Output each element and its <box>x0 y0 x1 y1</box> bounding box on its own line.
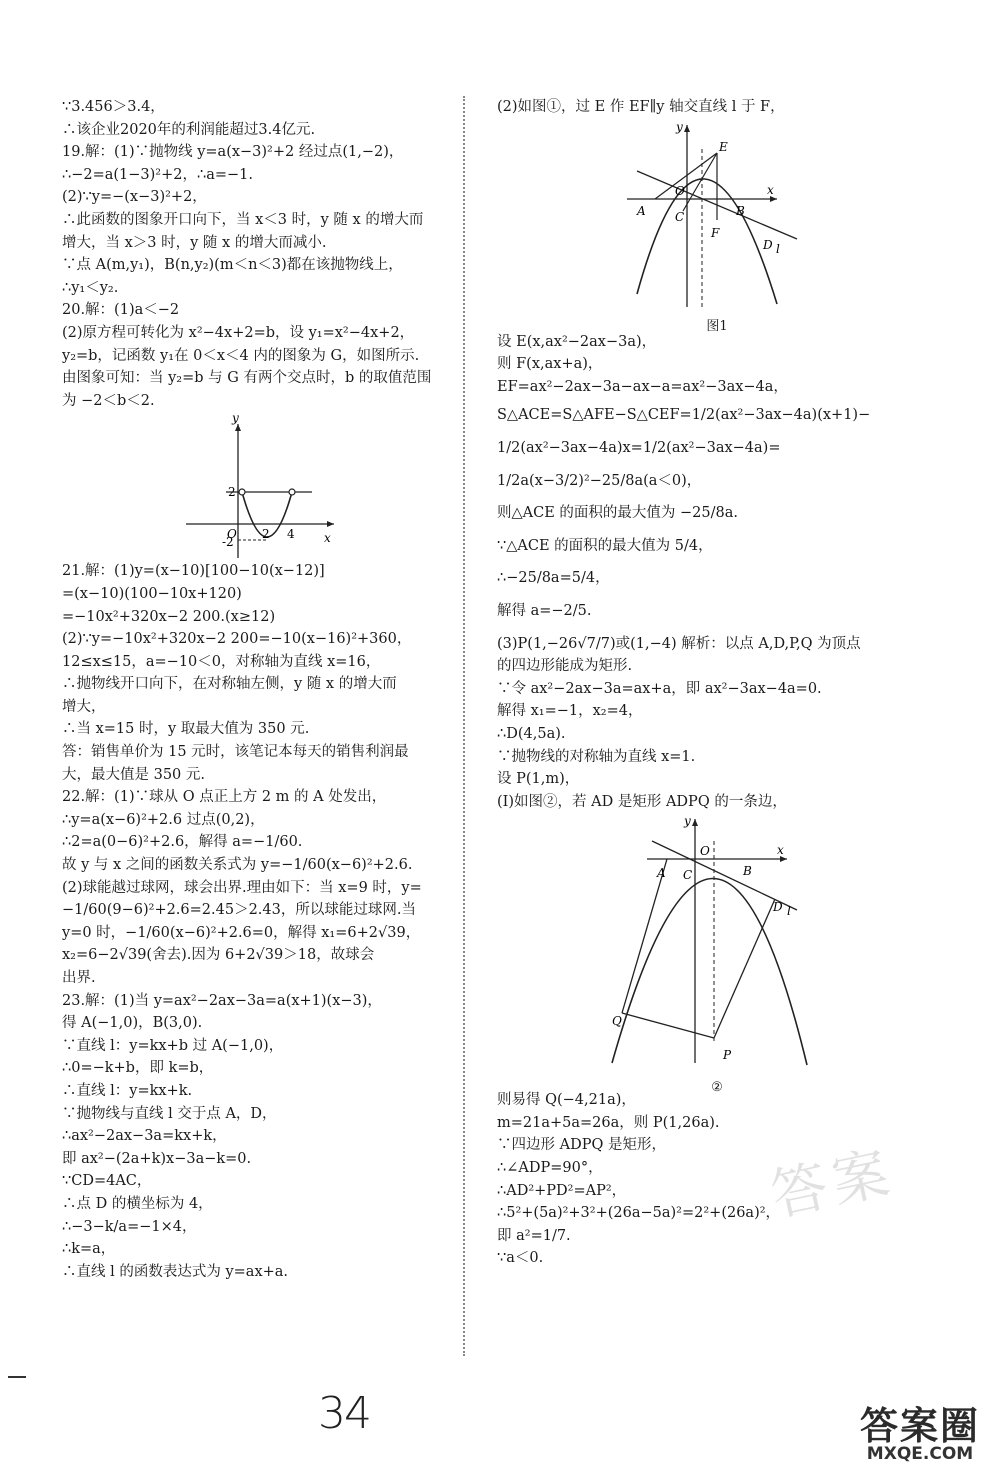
right-column <box>497 96 937 1270</box>
text-line: m=21a+5a=26a，则 P(1,26a). <box>497 1114 720 1131</box>
site-logo <box>850 1395 990 1464</box>
figure-1 <box>497 119 937 335</box>
text-line: ∴5²+(5a)²+3²+(26a−5a)²=2²+(26a)²， <box>497 1205 781 1222</box>
text-line: ∴−25/8a=5/4， <box>497 570 610 587</box>
svg-text:x: x <box>777 843 784 858</box>
watermark-text: 答案 <box>765 1139 901 1230</box>
text-line: ∴此函数的图象开口向下，当 x＜3 时，y 随 x 的增大而 <box>62 211 424 228</box>
text-line: 答：销售单价为 15 元时，该笔记本每天的销售利润最 <box>62 744 409 761</box>
svg-text:2: 2 <box>228 485 236 500</box>
svg-text:E: E <box>719 139 728 154</box>
text-line: 1/2a(x−3/2)²−25/8a(a＜0)， <box>497 472 702 489</box>
svg-text:x: x <box>324 531 331 546</box>
text-line: ∵令 ax²−2ax−3a=ax+a，即 ax²−3ax−4a=0. <box>497 680 822 697</box>
svg-text:A: A <box>657 866 666 881</box>
text-line: 12≤x≤15，a=−10＜0，对称轴为直线 x=16， <box>62 653 381 670</box>
text-line: ∵CD=4AC， <box>62 1173 152 1190</box>
text-line: −1/60(9−6)²+2.6=2.45＞2.43，所以球能过球网.当 <box>62 902 416 919</box>
svg-text:F: F <box>711 225 720 240</box>
text-line: ∵点 A(m,y₁)，B(n,y₂)(m＜n＜3)都在该抛物线上， <box>62 257 403 274</box>
text-line: y₂=b，记函数 y₁在 0＜x＜4 内的图象为 G，如图所示. <box>62 347 420 364</box>
q20-line: 20.解：(1)a＜−2 <box>62 302 180 319</box>
text-line: ∴2=a(0−6)²+2.6，解得 a=−1/60. <box>62 834 303 851</box>
text-line: ∵抛物线与直线 l 交于点 A，D， <box>62 1105 277 1122</box>
text-line: =(x−10)(100−10x+120) <box>62 585 242 602</box>
text-line: ∴AD²+PD²=AP²， <box>497 1182 627 1199</box>
svg-text:-2: -2 <box>222 535 234 550</box>
svg-text:C: C <box>683 868 693 883</box>
graph-q20 <box>62 412 452 560</box>
text-line: 由图象可知：当 y₂=b 与 G 有两个交点时，b 的取值范围 <box>62 370 432 387</box>
logo-url: MXQE.COM <box>866 1444 974 1464</box>
svg-text:y: y <box>684 814 691 829</box>
text-line: (2)球能越过球网，球会出界.理由如下：当 x=9 时，y= <box>62 879 422 896</box>
svg-text:l: l <box>787 904 791 919</box>
text-line: ∴y₁＜y₂. <box>62 279 119 296</box>
text-line: ∴点 D 的横坐标为 4， <box>62 1195 213 1212</box>
svg-text:A: A <box>637 203 646 218</box>
text-line: (2)∵y=−(x−3)²+2， <box>62 189 207 206</box>
svg-text:Q: Q <box>612 1014 622 1029</box>
figure-2-caption: ② <box>711 1079 723 1095</box>
text-line: 则△ACE 的面积的最大值为 −25/8a. <box>497 505 738 522</box>
svg-text:2: 2 <box>262 527 270 542</box>
text-line: (3)P(1,−26√7/7)或(1,−4) 解析：以点 A,D,P,Q 为顶点 <box>497 635 861 652</box>
text-line: 解得 a=−2/5. <box>497 602 592 619</box>
text-line: y=0 时，−1/60(x−6)²+2.6=0，解得 x₁=6+2√39， <box>62 924 421 941</box>
text-line: 增大，当 x＞3 时，y 随 x 的增大而减小. <box>62 234 327 251</box>
corner-mark <box>8 1376 26 1378</box>
text-line: 大，最大值是 350 元. <box>62 766 206 783</box>
text-line: =−10x²+320x−2 200.(x≥12) <box>62 608 276 625</box>
text-line: 解得 x₁=−1，x₂=4， <box>497 703 643 720</box>
q23-line: 23.解：(1)当 y=ax²−2ax−3a=a(x+1)(x−3)， <box>62 992 382 1009</box>
svg-text:B: B <box>736 203 745 218</box>
svg-text:D: D <box>773 900 783 915</box>
text-line: 设 P(1,m)， <box>497 771 580 788</box>
text-line: x₂=6−2√39(舍去).因为 6+2√39＞18，故球会 <box>62 947 375 964</box>
text-line: 的四边形能成为矩形. <box>497 658 633 675</box>
text-line: ∴y=a(x−6)²+2.6 过点(0,2)， <box>62 811 265 828</box>
text-line: ∴−3−k/a=−1×4， <box>62 1218 197 1235</box>
svg-text:y: y <box>232 412 239 426</box>
left-column <box>62 96 452 1283</box>
svg-text:O: O <box>675 183 685 198</box>
text-line: 则 F(x,ax+a)， <box>497 356 603 373</box>
text-line: (2)如图①，过 E 作 EF∥y 轴交直线 l 于 F， <box>497 99 785 115</box>
text-line: ∴D(4,5a). <box>497 725 566 742</box>
text-line: ∴ax²−2ax−3a=kx+k， <box>62 1128 227 1145</box>
svg-text:P: P <box>723 1048 732 1063</box>
q21-line: 21.解：(1)y=(x−10)[100−10(x−12)] <box>62 563 325 580</box>
text-line: ∴当 x=15 时，y 取最大值为 350 元. <box>62 721 310 738</box>
graph-figure-1 <box>497 119 937 309</box>
text-line: 为 −2＜b＜2. <box>62 392 155 409</box>
svg-text:C: C <box>675 209 685 224</box>
text-line: 设 E(x,ax²−2ax−3a)， <box>497 333 657 350</box>
text-line: (Ⅰ)如图②，若 AD 是矩形 ADPQ 的一条边， <box>497 793 787 810</box>
svg-text:O: O <box>700 844 710 859</box>
text-line: 增大， <box>62 698 106 715</box>
text-line: ∵抛物线的对称轴为直线 x=1. <box>497 748 696 765</box>
text-line: ∴k=a， <box>62 1241 116 1258</box>
svg-text:4: 4 <box>287 527 295 542</box>
text-line: ∴0=−k+b，即 k=b， <box>62 1060 214 1077</box>
figure-1-caption: 图1 <box>706 319 728 335</box>
svg-text:x: x <box>767 182 774 197</box>
text-line: 1/2(ax²−3ax−4a)x=1/2(ax²−3ax−4a)= <box>497 439 781 456</box>
text-line: ∴该企业2020年的利润能超过3.4亿元. <box>62 121 316 138</box>
text-line: 则易得 Q(−4,21a)， <box>497 1092 636 1109</box>
figure-2 <box>497 813 937 1095</box>
text-line: ∴∠ADP=90°， <box>497 1160 603 1177</box>
q22-line: 22.解：(1)∵球从 O 点正上方 2 m 的 A 处发出， <box>62 789 387 806</box>
text-line: (2)∵y=−10x²+320x−2 200=−10(x−16)²+360， <box>62 631 412 648</box>
q19-line: 19.解：(1)∵抛物线 y=a(x−3)²+2 经过点(1,−2)， <box>62 144 404 161</box>
graph-figure-2 <box>497 813 937 1069</box>
svg-text:B: B <box>743 864 752 879</box>
text-line: ∵直线 l：y=kx+b 过 A(−1,0)， <box>62 1037 284 1054</box>
text-line: ∵a＜0. <box>497 1250 544 1267</box>
text-line: ∵四边形 ADPQ 是矩形， <box>497 1137 666 1154</box>
svg-text:l: l <box>776 241 780 256</box>
page-number: 34 <box>318 1388 370 1439</box>
svg-text:O: O <box>227 527 237 542</box>
text-line: 出界. <box>62 970 96 986</box>
text-line: 即 a²=1/7. <box>497 1227 571 1244</box>
svg-text:y: y <box>676 119 683 134</box>
text-line: ∵△ACE 的面积的最大值为 5/4， <box>497 537 713 554</box>
text-line: (2)原方程可转化为 x²−4x+2=b，设 y₁=x²−4x+2， <box>62 324 415 341</box>
text-line: 故 y 与 x 之间的函数关系式为 y=−1/60(x−6)²+2.6. <box>62 857 413 874</box>
text-line: ∵3.456＞3.4， <box>62 99 165 115</box>
logo-text: 答案圈 <box>859 1404 980 1448</box>
text-line: S△ACE=S△AFE−S△CEF=1/2(ax²−3ax−4a)(x+1)− <box>497 407 871 424</box>
text-line: ∴−2=a(1−3)²+2，∴a=−1. <box>62 166 253 183</box>
text-line: 即 ax²−(2a+k)x−3a−k=0. <box>62 1150 252 1167</box>
figure-q20-parabola <box>62 412 452 560</box>
text-line: ∴直线 l：y=kx+k. <box>62 1082 193 1099</box>
column-divider <box>463 96 465 1356</box>
text-line: ∴直线 l 的函数表达式为 y=ax+a. <box>62 1263 289 1280</box>
text-line: EF=ax²−2ax−3a−ax−a=ax²−3ax−4a， <box>497 378 788 395</box>
svg-text:D: D <box>763 237 773 252</box>
text-line: ∴抛物线开口向下，在对称轴左侧，y 随 x 的增大而 <box>62 676 397 693</box>
text-line: 得 A(−1,0)，B(3,0). <box>62 1015 203 1032</box>
